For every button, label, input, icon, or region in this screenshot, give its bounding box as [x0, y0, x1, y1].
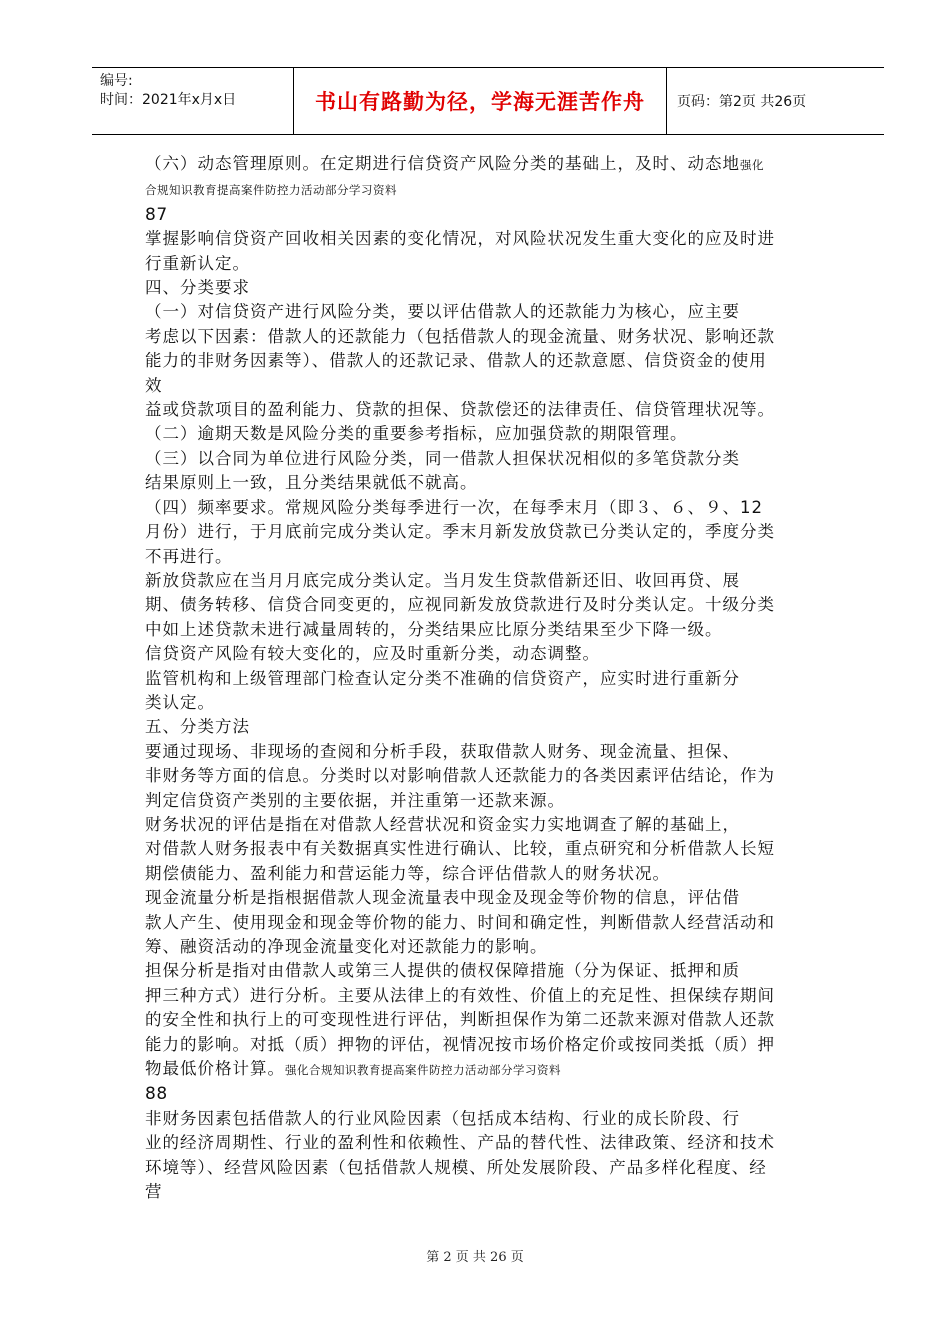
text-line [145, 1033, 845, 1057]
line-text: 押三种方式）进行分析。主要从法律上的有效性、价值上的充足性、担保续存期间 [145, 985, 775, 1005]
text-line [145, 1082, 845, 1106]
line-text: 业的经济周期性、行业的盈利性和依赖性、产品的替代性、法律政策、经济和技术 [145, 1133, 775, 1153]
line-text: （四）频率要求。常规风险分类每季进行一次，在每季末月（即３、６、９、12 [145, 497, 763, 517]
text-line [145, 935, 845, 959]
page-label: 页码：第2页 共26页 [677, 94, 807, 110]
line-text: （三）以合同为单位进行风险分类，同一借款人担保状况相似的多笔贷款分类 [145, 448, 740, 468]
text-line [145, 1156, 845, 1180]
text-line [145, 813, 845, 837]
line-text: 不再进行。 [145, 546, 233, 566]
motto-text: 书山有路勤为径，学海无涯苦作舟 [315, 90, 645, 114]
document-body [145, 152, 845, 1204]
text-line [145, 764, 845, 788]
line-text: 五、分类方法 [145, 717, 250, 737]
line-text: （二）逾期天数是风险分类的重要参考指标，应加强贷款的期限管理。 [145, 424, 688, 444]
text-line [145, 152, 845, 177]
text-line [145, 398, 845, 422]
line-text: 担保分析是指对由借款人或第三人提供的债权保障措施（分为保证、抵押和质 [145, 961, 740, 981]
text-line [145, 1131, 845, 1155]
line-text: 期偿债能力、盈利能力和营运能力等，综合评估借款人的财务状况。 [145, 863, 670, 883]
line-text: 财务状况的评估是指在对借款人经营状况和资金实力实地调查了解的基础上， [145, 814, 740, 834]
line-text: 要通过现场、非现场的查阅和分析手段，获取借款人财务、现金流量、担保、 [145, 741, 740, 761]
text-line [145, 422, 845, 446]
watermark-note: 强化 [740, 158, 764, 172]
text-line [145, 593, 845, 617]
line-text: 环境等）、经营风险因素（包括借款人规模、所处发展阶段、产品多样化程度、经 [145, 1157, 767, 1177]
text-line [145, 203, 845, 227]
text-line [145, 715, 845, 739]
line-text: 筹、融资活动的净现金流量变化对还款能力的影响。 [145, 937, 548, 956]
text-line [145, 252, 845, 276]
line-text: 非财务等方面的信息。分类时以对影响借款人还款能力的各类因素评估结论，作为 [145, 766, 775, 786]
watermark-note: 合规知识教育提高案件防控力活动部分学习资料 [145, 183, 397, 198]
text-line [145, 1107, 845, 1131]
line-text: 监管机构和上级管理部门检查认定分类不准确的信贷资产，应实时进行重新分 [145, 668, 740, 688]
text-line [145, 569, 845, 593]
text-line [145, 300, 845, 324]
text-line [145, 520, 845, 544]
line-text: 类认定。 [145, 692, 215, 712]
line-text: 对借款人财务报表中有关数据真实性进行确认、比较，重点研究和分析借款人长短 [145, 839, 775, 859]
line-text: 营 [145, 1182, 163, 1202]
line-text: 物最低价格计算。 [145, 1059, 285, 1079]
text-line [145, 862, 845, 886]
line-text: 的安全性和执行上的可变现性进行评估，判断担保作为第二还款来源对借款人还款 [145, 1010, 775, 1030]
text-line [145, 1008, 845, 1032]
line-text: 考虑以下因素：借款人的还款能力（包括借款人的现金流量、财务状况、影响还款 [145, 326, 775, 346]
line-text: 能力的影响。对抵（质）押物的评估，视情况按市场价格定价或按同类抵（质）押 [145, 1034, 775, 1054]
text-line [145, 740, 845, 764]
text-line [145, 1180, 845, 1204]
time-label: 时间：2021年x月x日 [100, 92, 237, 108]
text-line [145, 667, 845, 691]
text-line [145, 276, 845, 300]
text-line [145, 1057, 845, 1082]
text-line [145, 545, 845, 569]
code-label: 编号: [100, 73, 133, 89]
page-number-marker: 88 [145, 1084, 168, 1105]
line-text: （一）对信贷资产进行风险分类，要以评估借款人的还款能力为核心，应主要 [145, 302, 740, 322]
text-line [145, 984, 845, 1008]
line-text: 行重新认定。 [145, 253, 250, 273]
text-line [145, 227, 845, 251]
text-line [145, 471, 845, 495]
text-line [145, 349, 845, 373]
line-text: 益或贷款项目的盈利能力、贷款的担保、贷款偿还的法律责任、信贷管理状况等。 [145, 400, 775, 420]
line-text: 信贷资产风险有较大变化的，应及时重新分类，动态调整。 [145, 644, 600, 664]
line-text: 月份）进行，于月底前完成分类认定。季末月新发放贷款已分类认定的，季度分类 [145, 522, 775, 542]
watermark-note: 强化合规知识教育提高案件防控力活动部分学习资料 [285, 1063, 561, 1078]
header-info-cell [92, 68, 294, 134]
line-text: 四、分类要求 [145, 278, 250, 298]
text-line [145, 837, 845, 861]
line-text: 效 [145, 375, 163, 395]
text-line [145, 496, 845, 520]
text-line [145, 325, 845, 349]
line-text: 掌握影响信贷资产回收相关因素的变化情况，对风险状况发生重大变化的应及时进 [145, 229, 775, 249]
text-line [145, 447, 845, 471]
header-page-cell [667, 68, 884, 134]
line-text: 非财务因素包括借款人的行业风险因素（包括成本结构、行业的成长阶段、行 [145, 1108, 740, 1128]
line-text: 中如上述贷款未进行减量周转的，分类结果应比原分类结果至少下降一级。 [145, 619, 723, 639]
line-text: 新放贷款应在当月月底完成分类认定。当月发生贷款借新还旧、收回再贷、展 [145, 570, 740, 590]
line-text: 期、债务转移、信贷合同变更的，应视同新发放贷款进行及时分类认定。十级分类 [145, 595, 775, 615]
header-motto-cell [294, 68, 667, 134]
line-text: 现金流量分析是指根据借款人现金流量表中现金及现金等价物的信息，评估借 [145, 888, 740, 908]
line-text: 款人产生、使用现金和现金等价物的能力、时间和确定性，判断借款人经营活动和 [145, 912, 775, 932]
text-line [145, 177, 845, 202]
text-line [145, 789, 845, 813]
line-text: 结果原则上一致，且分类结果就低不就高。 [145, 473, 478, 493]
text-line [145, 691, 845, 715]
text-line [145, 618, 845, 642]
line-text: （六）动态管理原则。在定期进行信贷资产风险分类的基础上，及时、动态地 [145, 154, 740, 173]
text-line [145, 911, 845, 935]
text-line [145, 642, 845, 666]
line-text: 能力的非财务因素等）、借款人的还款记录、借款人的还款意愿、信贷资金的使用 [145, 351, 767, 371]
header-table [92, 67, 884, 135]
line-text: 判定信贷资产类别的主要依据，并注重第一还款来源。 [145, 790, 565, 810]
page-number-marker: 87 [145, 204, 168, 225]
page-footer: 第 2 页 共 26 页 [426, 1250, 524, 1265]
text-line [145, 959, 845, 983]
text-line [145, 374, 845, 398]
text-line [145, 886, 845, 910]
